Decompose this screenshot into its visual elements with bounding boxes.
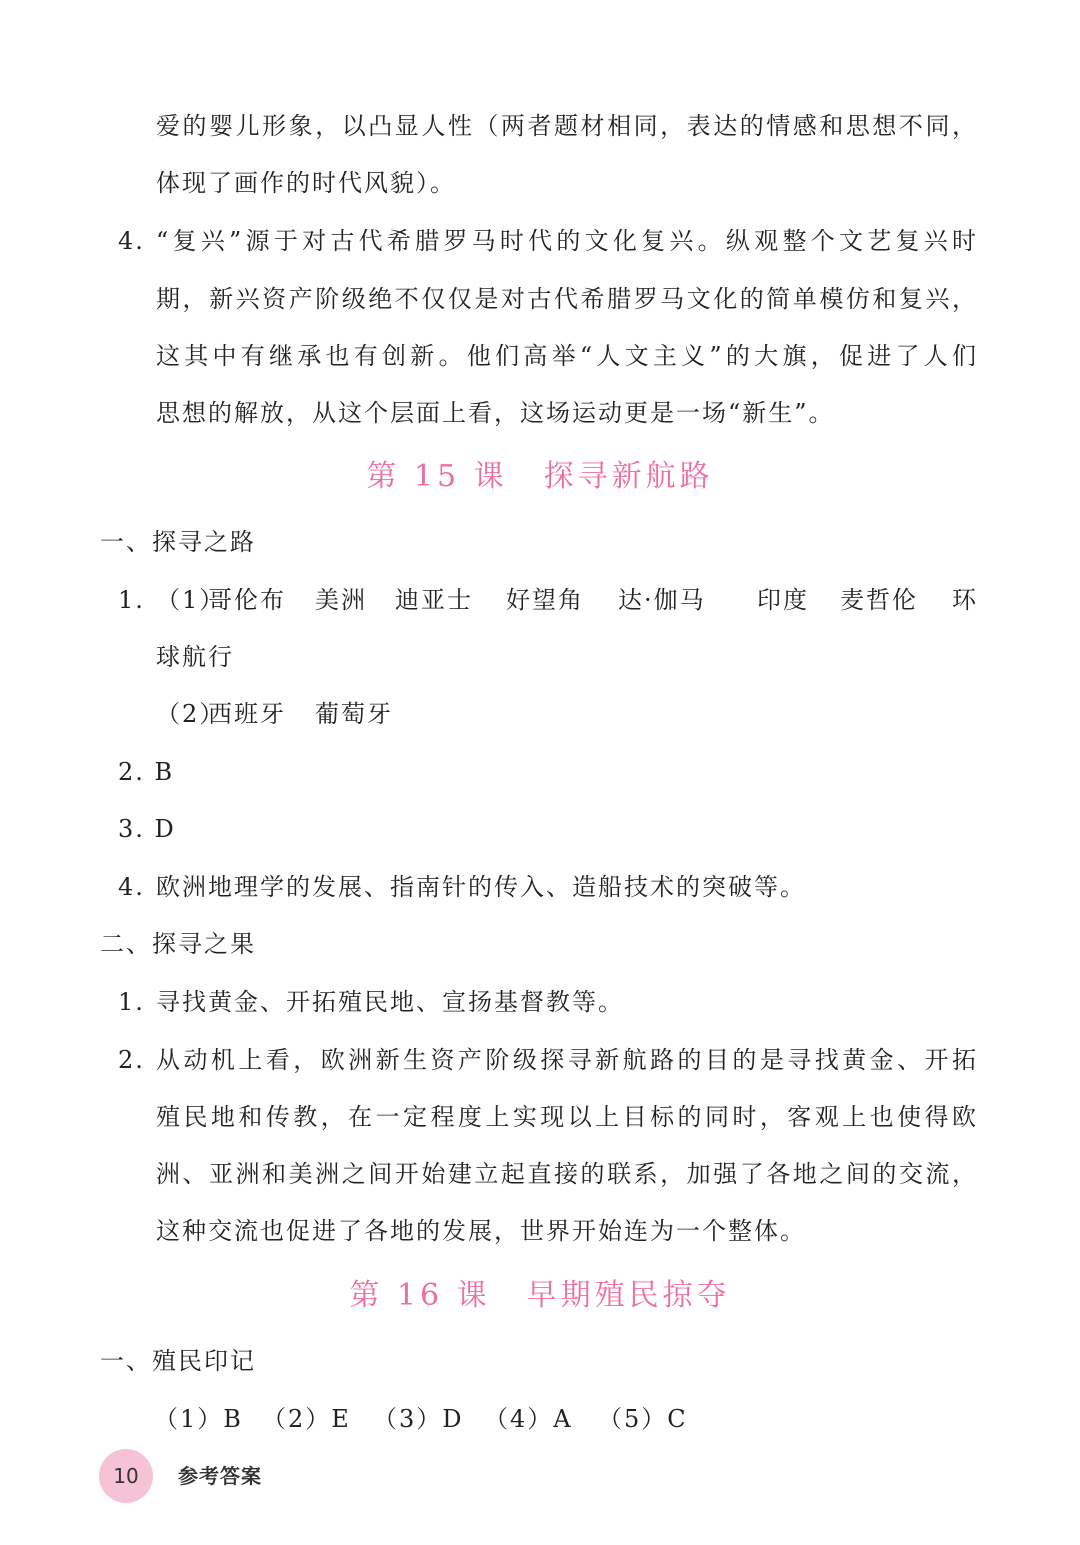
paragraph-line: 爱的婴儿形象，以凸显人性（两者题材相同，表达的情感和思想不同， bbox=[156, 112, 978, 140]
answer-item: （3）D bbox=[373, 1405, 464, 1433]
section-heading: 一、探寻之路 bbox=[100, 528, 256, 556]
lesson-number: 第 16 课 bbox=[349, 1278, 491, 1313]
answer-item: 麦哲伦 bbox=[840, 586, 918, 614]
question-number: 2. bbox=[118, 1046, 145, 1074]
answer-item: （1）B bbox=[154, 1405, 243, 1433]
lesson-number: 第 15 课 bbox=[366, 459, 508, 494]
answer-item: 印度 bbox=[757, 586, 809, 614]
answer-item: 哥伦布 bbox=[208, 586, 286, 614]
sub-question-label: （2） bbox=[156, 700, 226, 728]
answer-item: （2）E bbox=[262, 1405, 351, 1433]
answer-line: 殖民地和传教，在一定程度上实现以上目标的同时，客观上也使得欧 bbox=[156, 1103, 978, 1131]
answer-item: 达·伽马 bbox=[618, 586, 706, 614]
answer-item: 美洲 bbox=[315, 586, 367, 614]
answer-item: 葡萄牙 bbox=[315, 700, 393, 728]
answer-item: 西班牙 bbox=[208, 700, 286, 728]
answer-item: 好望角 bbox=[506, 586, 584, 614]
answer-line: 从动机上看，欧洲新生资产阶级探寻新航路的目的是寻找黄金、开拓 bbox=[156, 1046, 978, 1074]
answer-line: “复兴”源于对古代希腊罗马时代的文化复兴。纵观整个文艺复兴时 bbox=[156, 227, 978, 255]
answer-line: 这其中有继承也有创新。他们高举“人文主义”的大旗，促进了人们 bbox=[156, 342, 978, 370]
question-number: 4. bbox=[118, 873, 145, 901]
answer-item: （4）A bbox=[484, 1405, 573, 1433]
lesson-name: 早期殖民掠夺 bbox=[526, 1278, 731, 1313]
answer-line: 2. B bbox=[118, 758, 175, 786]
page-number: 10 bbox=[113, 1464, 139, 1488]
answer-line: 洲、亚洲和美洲之间开始建立起直接的联系，加强了各地之间的交流， bbox=[156, 1160, 978, 1188]
question-number: 1. bbox=[118, 586, 145, 614]
lesson-title bbox=[0, 457, 1080, 497]
question-number: 1. bbox=[118, 988, 145, 1016]
footer-label: 参考答案 bbox=[178, 1464, 262, 1488]
answer-line: 期，新兴资产阶级绝不仅仅是对古代希腊罗马文化的简单模仿和复兴， bbox=[156, 285, 978, 313]
lesson-name: 探寻新航路 bbox=[543, 459, 714, 494]
sub-question-label: （1） bbox=[156, 586, 226, 614]
answer-line: 思想的解放，从这个层面上看，这场运动更是一场“新生”。 bbox=[156, 399, 835, 427]
answer-item: 迪亚士 bbox=[395, 586, 473, 614]
answer-line: 3. D bbox=[118, 815, 176, 843]
paragraph-line: 体现了画作的时代风貌）。 bbox=[156, 169, 456, 197]
section-heading: 二、探寻之果 bbox=[100, 930, 256, 958]
answer-line: 欧洲地理学的发展、指南针的传入、造船技术的突破等。 bbox=[156, 873, 806, 901]
page-number-badge bbox=[99, 1449, 153, 1503]
answer-item: 球航行 bbox=[156, 643, 234, 671]
question-number: 4. bbox=[118, 227, 145, 255]
answer-item: （5）C bbox=[598, 1405, 688, 1433]
section-heading: 一、殖民印记 bbox=[100, 1347, 256, 1375]
lesson-title bbox=[0, 1276, 1080, 1316]
answer-item: 环 bbox=[952, 586, 978, 614]
answer-line: 寻找黄金、开拓殖民地、宣扬基督教等。 bbox=[156, 988, 624, 1016]
answer-line: 这种交流也促进了各地的发展，世界开始连为一个整体。 bbox=[156, 1217, 806, 1245]
